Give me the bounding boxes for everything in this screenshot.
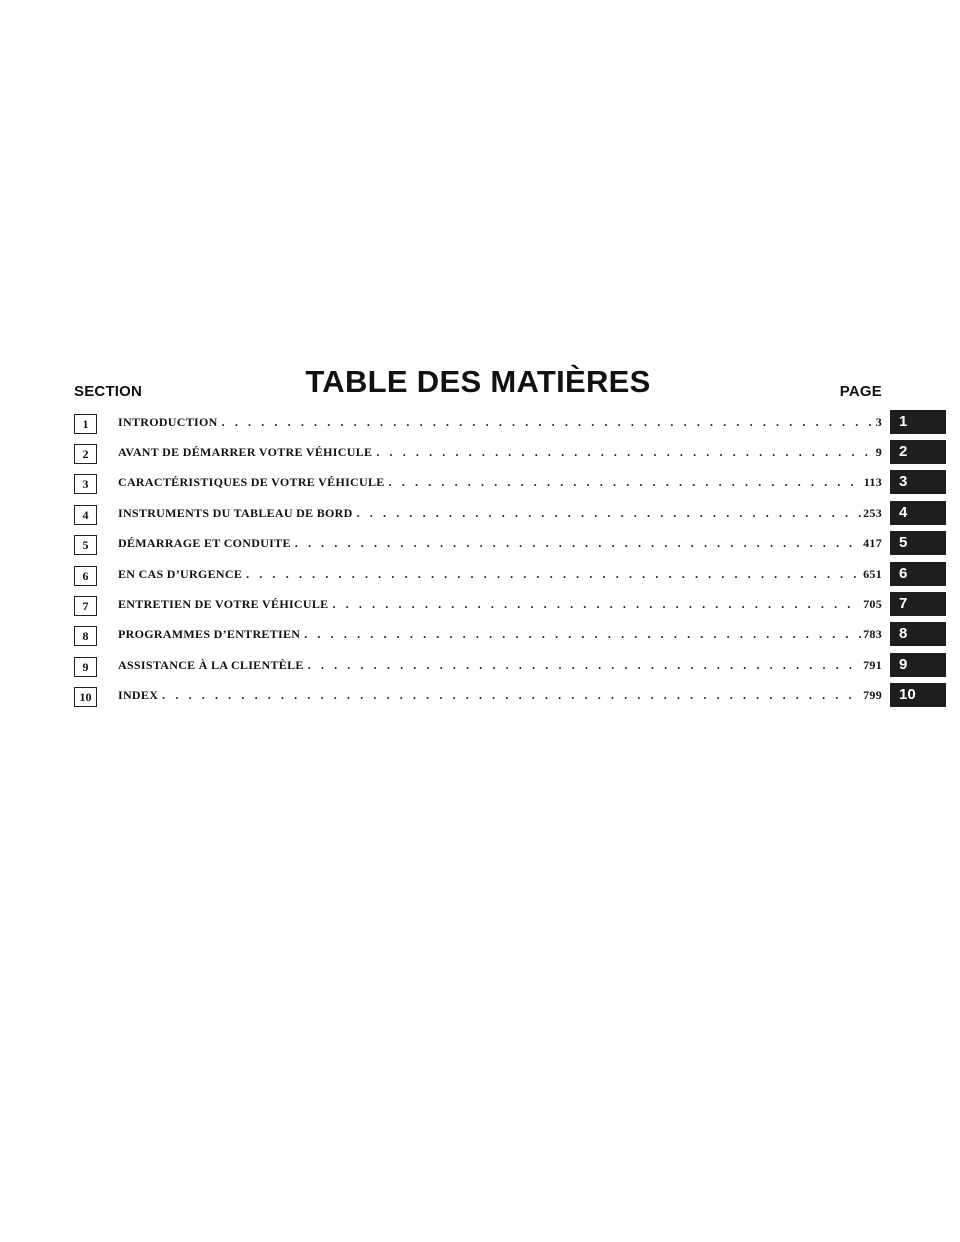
section-tab[interactable]: 5 — [890, 531, 946, 555]
dot-leader — [246, 567, 861, 582]
toc-entry-page: 3 — [875, 415, 882, 429]
section-number-box: 7 — [74, 596, 97, 616]
toc-row[interactable] — [0, 501, 960, 525]
toc-entry[interactable] — [118, 415, 882, 431]
toc-row[interactable] — [0, 592, 960, 616]
section-tab[interactable]: 7 — [890, 592, 946, 616]
toc-entry[interactable] — [118, 627, 882, 643]
section-number-box: 8 — [74, 626, 97, 646]
dot-leader — [304, 627, 861, 642]
toc-entry-page: 799 — [863, 688, 882, 702]
toc-entry-page: 9 — [875, 445, 882, 459]
toc-entry-page: 783 — [863, 627, 882, 641]
toc-row[interactable] — [0, 562, 960, 586]
toc-entry-label: INSTRUMENTS DU TABLEAU DE BORD — [118, 506, 353, 520]
section-number-box: 10 — [74, 687, 97, 707]
toc-header — [74, 364, 882, 404]
section-number-box: 4 — [74, 505, 97, 525]
toc-entry[interactable] — [118, 688, 882, 704]
toc-entry-label: INTRODUCTION — [118, 415, 218, 429]
toc-entry-page: 113 — [863, 475, 882, 489]
toc-entry-label: PROGRAMMES D’ENTRETIEN — [118, 627, 301, 641]
page-column-label: PAGE — [839, 383, 882, 400]
toc-entry-page: 705 — [863, 597, 882, 611]
section-column-label: SECTION — [74, 383, 143, 400]
toc-entry[interactable] — [118, 597, 882, 613]
toc-entry[interactable] — [118, 567, 882, 583]
dot-leader — [357, 506, 861, 521]
section-tab[interactable]: 1 — [890, 410, 946, 434]
toc-entry[interactable] — [118, 658, 882, 674]
section-number-box: 3 — [74, 474, 97, 494]
toc-entry-page: 253 — [863, 506, 882, 520]
section-number-box: 6 — [74, 566, 97, 586]
section-tab[interactable]: 2 — [890, 440, 946, 464]
toc-entry-label: CARACTÉRISTIQUES DE VOTRE VÉHICULE — [118, 475, 385, 489]
toc-row[interactable] — [0, 683, 960, 707]
toc-entry-label: INDEX — [118, 688, 159, 702]
dot-leader — [222, 415, 874, 430]
toc-entry-label: ASSISTANCE À LA CLIENTÈLE — [118, 658, 304, 672]
toc-entry-page: 791 — [863, 658, 882, 672]
toc-entry[interactable] — [118, 445, 882, 461]
section-number-box: 2 — [74, 444, 97, 464]
toc-entry[interactable] — [118, 536, 882, 552]
section-tab[interactable]: 8 — [890, 622, 946, 646]
dot-leader — [376, 445, 873, 460]
dot-leader — [389, 475, 862, 490]
section-tab[interactable]: 3 — [890, 470, 946, 494]
toc-row[interactable] — [0, 470, 960, 494]
toc-row[interactable] — [0, 622, 960, 646]
section-tab[interactable]: 4 — [890, 501, 946, 525]
toc-entry-page: 417 — [863, 536, 882, 550]
toc-row[interactable] — [0, 653, 960, 677]
toc-entry[interactable] — [118, 506, 882, 522]
toc-entry-label: EN CAS D’URGENCE — [118, 567, 243, 581]
toc-row[interactable] — [0, 410, 960, 434]
dot-leader — [295, 536, 861, 551]
dot-leader — [308, 658, 861, 673]
toc-entry-label: ENTRETIEN DE VOTRE VÉHICULE — [118, 597, 329, 611]
toc-row[interactable] — [0, 531, 960, 555]
page-title: TABLE DES MATIÈRES — [305, 364, 651, 399]
section-tab[interactable]: 9 — [890, 653, 946, 677]
section-number-box: 9 — [74, 657, 97, 677]
section-number-box: 1 — [74, 414, 97, 434]
toc-entry-label: DÉMARRAGE ET CONDUITE — [118, 536, 291, 550]
section-number-box: 5 — [74, 535, 97, 555]
dot-leader — [162, 688, 861, 703]
section-tab[interactable]: 10 — [890, 683, 946, 707]
section-tab[interactable]: 6 — [890, 562, 946, 586]
dot-leader — [332, 597, 861, 612]
toc-entry-label: AVANT DE DÉMARRER VOTRE VÉHICULE — [118, 445, 373, 459]
toc-entry-page: 651 — [863, 567, 882, 581]
toc-row[interactable] — [0, 440, 960, 464]
toc-entry[interactable] — [118, 475, 882, 491]
